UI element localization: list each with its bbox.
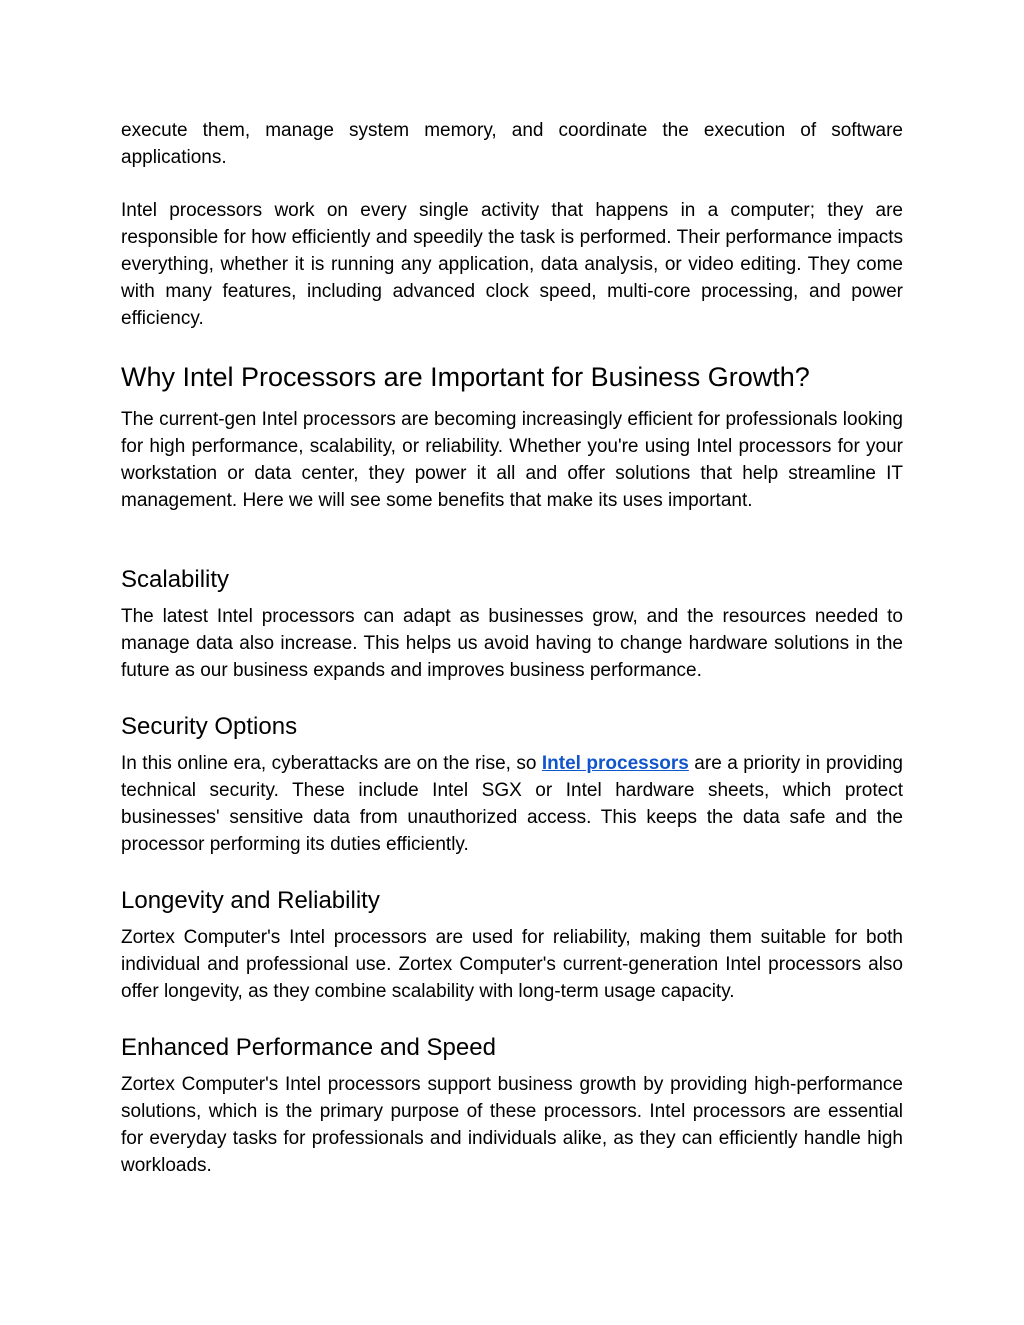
section-heading-longevity-reliability: Longevity and Reliability (121, 887, 380, 914)
main-heading: Why Intel Processors are Important for Business Growth? (121, 362, 810, 392)
section-body-scalability: The latest Intel processors can adapt as businesses grow, and the resources needed to manage data also increase. This helps us avoid having to change hardware solutions in the future as our business expands and improves business performance. (121, 606, 903, 681)
security-text-before-link: In this online era, cyberattacks are on the rise, so (121, 753, 542, 774)
section-heading-enhanced-performance: Enhanced Performance and Speed (121, 1034, 496, 1061)
section-heading-scalability: Scalability (121, 566, 230, 593)
section-heading-security-options: Security Options (121, 713, 298, 740)
security-text-after-link: are a priority in providing technical security. These include Intel SGX or Intel hardware sheets, which protect businesses' sensitive data from unauthorized access. This keeps the data safe and the processor performing its duties efficiently. (121, 753, 903, 855)
section-body-enhanced-performance: Zortex Computer's Intel processors support business growth by providing high-performance solutions, which is the primary purpose of these processors. Intel processors are essential for everyday tasks for professionals and individuals alike, as they can efficiently handle high workloads. (121, 1074, 903, 1176)
section-body-security-options (121, 750, 903, 858)
intro-paragraph-2: Intel processors work on every single activity that happens in a computer; they are responsible for how efficiently and speedily the task is performed. Their performance impacts everything, whether it is running any application, data analysis, or video editing. They come with many features, including advanced clock speed, multi-core processing, and power efficiency. (121, 200, 903, 329)
intro-paragraph-1: execute them, manage system memory, and coordinate the execution of software applications. (121, 120, 903, 168)
main-heading-paragraph: The current-gen Intel processors are becoming increasingly efficient for professionals looking for high performance, scalability, or reliability. Whether you're using Intel processors for your workstation or data center, they power it all and offer solutions that help streamline IT management. Here we will see some benefits that make its uses important. (121, 409, 903, 511)
intel-processors-link[interactable]: Intel processors (541, 753, 689, 774)
section-body-longevity-reliability: Zortex Computer's Intel processors are used for reliability, making them suitable for both individual and professional use. Zortex Computer's current-generation Intel processors also offer longevity, as they combine scalability with long-term usage capacity. (121, 927, 903, 1002)
